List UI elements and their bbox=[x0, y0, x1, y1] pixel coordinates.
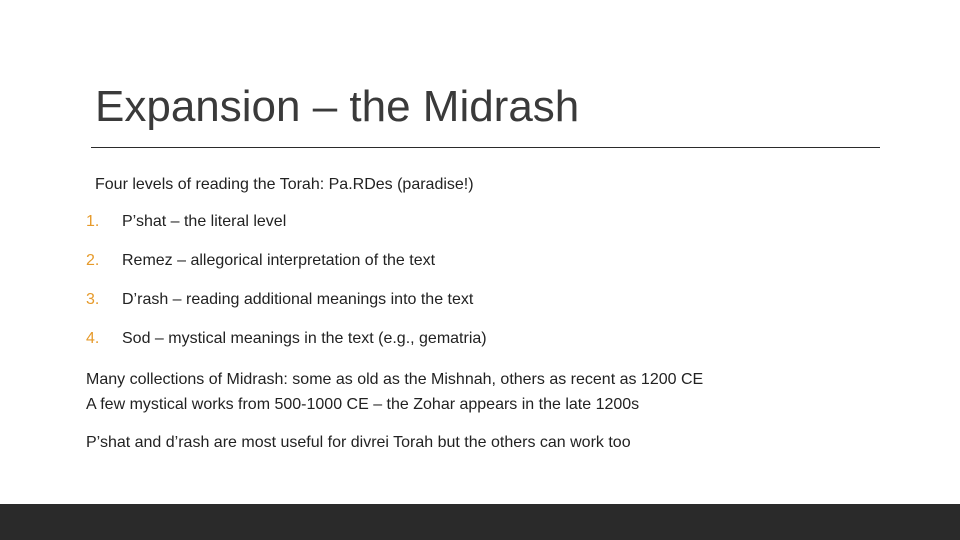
level-item-1 bbox=[86, 211, 286, 233]
slide-title: Expansion – the Midrash bbox=[95, 82, 580, 131]
footer-bar bbox=[0, 504, 960, 540]
collections-paragraph bbox=[86, 367, 703, 417]
level-item-2 bbox=[86, 250, 435, 272]
usage-paragraph: P’shat and d’rash are most useful for divrei Torah but the others can work too bbox=[86, 434, 631, 451]
paragraph-line: Many collections of Midrash: some as old as the Mishnah, others as recent as 1200 CE bbox=[86, 371, 704, 388]
level-text: D’rash – reading additional meanings into the text bbox=[122, 291, 474, 308]
level-item-3 bbox=[86, 289, 473, 311]
level-number: 4. bbox=[86, 330, 100, 347]
level-text: P’shat – the literal level bbox=[122, 213, 287, 230]
level-text: Sod – mystical meanings in the text (e.g., gematria) bbox=[122, 330, 487, 347]
paragraph-line: A few mystical works from 500-1000 CE – the Zohar appears in the late 1200s bbox=[86, 396, 640, 413]
level-text: Remez – allegorical interpretation of the text bbox=[122, 252, 436, 269]
level-number: 1. bbox=[86, 213, 100, 230]
slide-subtitle: Four levels of reading the Torah: Pa.RDes (paradise!) bbox=[95, 176, 474, 193]
level-number: 2. bbox=[86, 252, 100, 269]
level-item-4 bbox=[86, 328, 487, 350]
level-number: 3. bbox=[86, 291, 100, 308]
title-divider bbox=[91, 147, 880, 148]
